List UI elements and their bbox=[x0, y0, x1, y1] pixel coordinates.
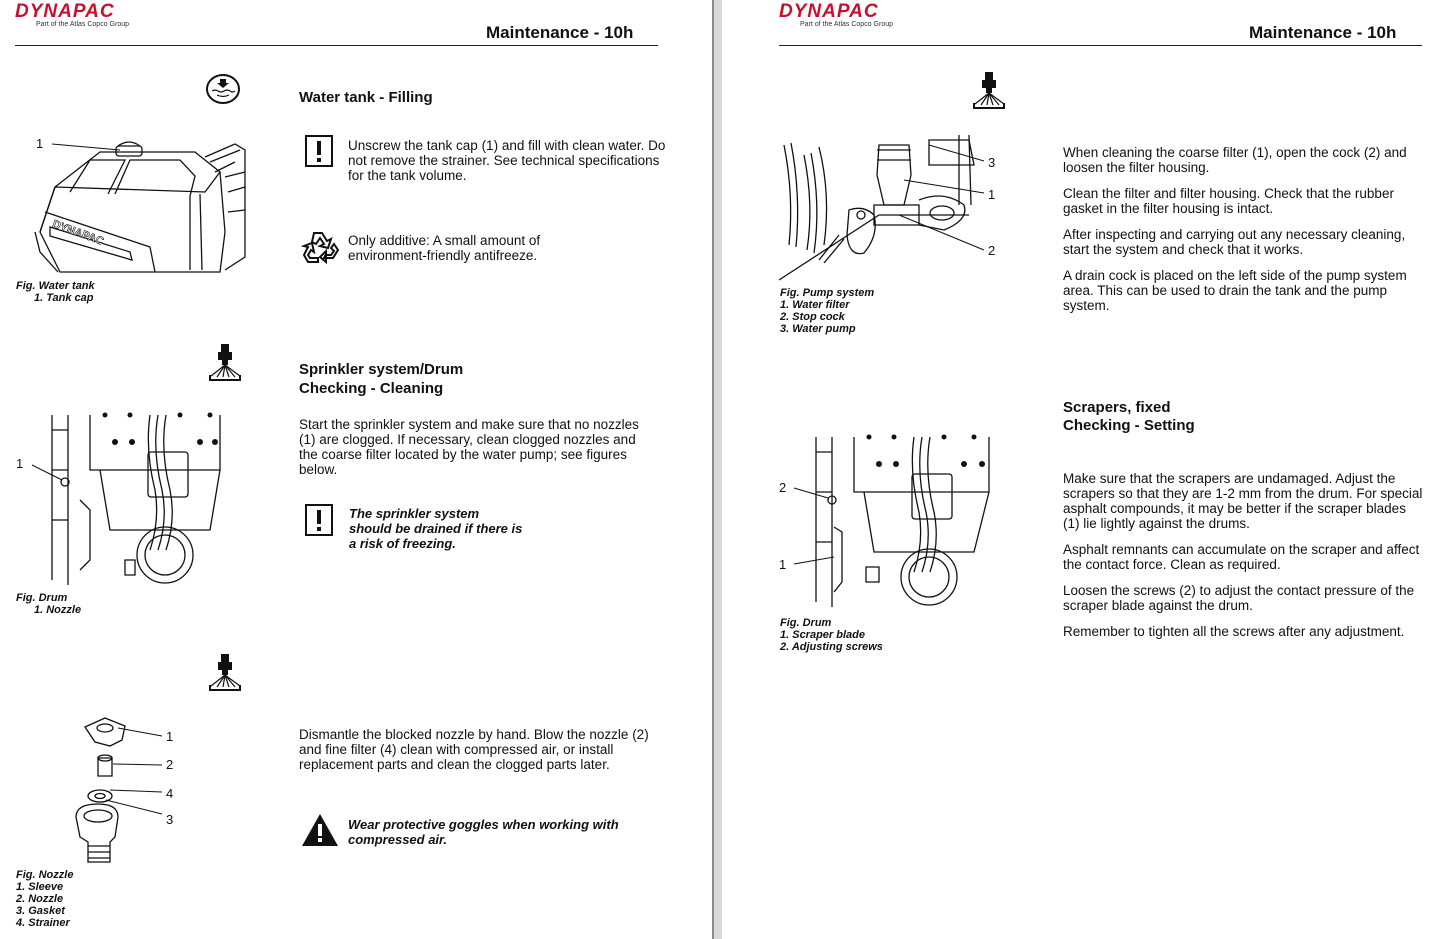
scrapers-paragraph: Remember to tighten all the screws after any adjustment. bbox=[1063, 624, 1405, 639]
sprinkler-body: Start the sprinkler system and make sure that no nozzles (1) are clogged. If necessary, clean clogged nozzles and the coarse filter located by the water pump; see figures below. bbox=[299, 417, 639, 477]
water-tank-caption-item: 1. Tank cap bbox=[34, 292, 94, 304]
pump-callout-1: 1 bbox=[988, 187, 996, 202]
hazard-triangle-icon bbox=[300, 812, 340, 848]
left-page bbox=[0, 0, 712, 939]
drum-nozzle-callout: 1 bbox=[16, 456, 24, 471]
nozzle-callout-4: 4 bbox=[166, 786, 174, 801]
exclamation-box-icon bbox=[305, 135, 333, 167]
water-tank-callout: 1 bbox=[36, 136, 44, 151]
nozzle-exploded-figure bbox=[70, 712, 170, 867]
pump-callout-2: 2 bbox=[988, 243, 996, 258]
page-title: Maintenance - 10h bbox=[486, 23, 634, 42]
scraper-caption-title: Fig. Drum bbox=[780, 617, 832, 629]
drum-caption-title: Fig. Drum bbox=[16, 592, 68, 604]
sprinkler-icon bbox=[971, 70, 1007, 112]
exclamation-box-icon bbox=[305, 504, 333, 536]
pump-caption-item: 1. Water filter bbox=[780, 299, 850, 311]
page-title: Maintenance - 10h bbox=[1249, 23, 1397, 42]
nozzle-body: Dismantle the blocked nozzle by hand. Blow the nozzle (2) and fine filter (4) clean with compressed air, or install replacement parts and clean the clogged parts later. bbox=[299, 727, 649, 772]
nozzle-caption-item: 1. Sleeve bbox=[16, 881, 64, 893]
scrapers-heading-1: Scrapers, fixed bbox=[1063, 399, 1171, 416]
scraper-caption-item: 1. Scraper blade bbox=[780, 629, 865, 641]
pump-caption-title: Fig. Pump system bbox=[780, 287, 875, 299]
scraper-callout-2: 2 bbox=[779, 480, 787, 495]
sprinkler-icon bbox=[207, 342, 243, 384]
sprinkler-freeze-note: The sprinkler system should be drained if there is a risk of freezing. bbox=[349, 506, 523, 551]
nozzle-callout-2: 2 bbox=[166, 757, 174, 772]
logo-subtitle: Part of the Atlas Copco Group bbox=[800, 21, 893, 28]
water-tank-caption-title: Fig. Water tank bbox=[16, 280, 95, 292]
drum-caption-item: 1. Nozzle bbox=[34, 604, 82, 616]
scraper-caption-item: 2. Adjusting screws bbox=[780, 641, 883, 653]
pump-paragraph: After inspecting and carrying out any necessary cleaning, start the system and check that it works. bbox=[1063, 227, 1406, 257]
header-rule bbox=[15, 45, 658, 46]
page-divider bbox=[712, 0, 722, 939]
water-tank-figure bbox=[30, 132, 255, 277]
dynapac-logo: DYNAPAC bbox=[779, 1, 879, 22]
dynapac-logo: DYNAPAC bbox=[15, 1, 115, 22]
sprinkler-heading-2: Checking - Cleaning bbox=[299, 380, 444, 397]
scrapers-paragraph: Asphalt remnants can accumulate on the scraper and affect the contact force. Clean as required. bbox=[1063, 542, 1420, 572]
water-tank-heading: Water tank - Filling bbox=[299, 89, 433, 106]
nozzle-caption-title: Fig. Nozzle bbox=[16, 869, 74, 881]
nozzle-caption-item: 4. Strainer bbox=[16, 917, 70, 929]
eco-additive-text: Only additive: A small amount of environment-friendly antifreeze. bbox=[348, 233, 541, 263]
recycle-icon bbox=[300, 229, 342, 267]
nozzle-caption-item: 3. Gasket bbox=[16, 905, 65, 917]
header-rule bbox=[779, 45, 1422, 46]
sprinkler-heading-1: Sprinkler system/Drum bbox=[299, 361, 464, 378]
goggles-warning: Wear protective goggles when working with compressed air. bbox=[348, 817, 619, 847]
sprinkler-icon bbox=[207, 652, 243, 694]
drum-nozzle-figure bbox=[40, 410, 230, 590]
pump-caption-item: 3. Water pump bbox=[780, 323, 856, 335]
pump-paragraph: Clean the filter and filter housing. Check that the rubber gasket in the filter housing is intact. bbox=[1063, 186, 1394, 216]
pump-caption-item: 2. Stop cock bbox=[780, 311, 845, 323]
scrapers-paragraph: Make sure that the scrapers are undamaged. Adjust the scrapers so that they are 1-2 mm from the drum. For special asphalt compounds, it may be better if the scraper blades (1) lie lightly against the drums. bbox=[1063, 471, 1423, 531]
right-page bbox=[722, 0, 1434, 939]
scraper-callout-1: 1 bbox=[779, 557, 787, 572]
drum-scraper-figure bbox=[804, 432, 994, 612]
nozzle-caption-item: 2. Nozzle bbox=[16, 893, 64, 905]
nozzle-callout-3: 3 bbox=[166, 812, 174, 827]
scrapers-heading-2: Checking - Setting bbox=[1063, 417, 1195, 434]
pump-paragraph: A drain cock is placed on the left side of the pump system area. This can be used to drain the tank and the pump system. bbox=[1063, 268, 1407, 313]
pump-system-figure bbox=[779, 135, 999, 285]
svg-text:DYNAPAC: DYNAPAC bbox=[50, 218, 106, 248]
nozzle-callout-1: 1 bbox=[166, 729, 174, 744]
scrapers-paragraph: Loosen the screws (2) to adjust the contact pressure of the scraper blade against the drum. bbox=[1063, 583, 1415, 613]
water-tank-warning-text: Unscrew the tank cap (1) and fill with clean water. Do not remove the strainer. See technical specifications for the tank volume. bbox=[348, 138, 666, 183]
pump-paragraph: When cleaning the coarse filter (1), open the cock (2) and loosen the filter housing. bbox=[1063, 145, 1407, 175]
logo-subtitle: Part of the Atlas Copco Group bbox=[36, 21, 129, 28]
water-fill-icon bbox=[205, 72, 241, 106]
pump-callout-3: 3 bbox=[988, 155, 996, 170]
